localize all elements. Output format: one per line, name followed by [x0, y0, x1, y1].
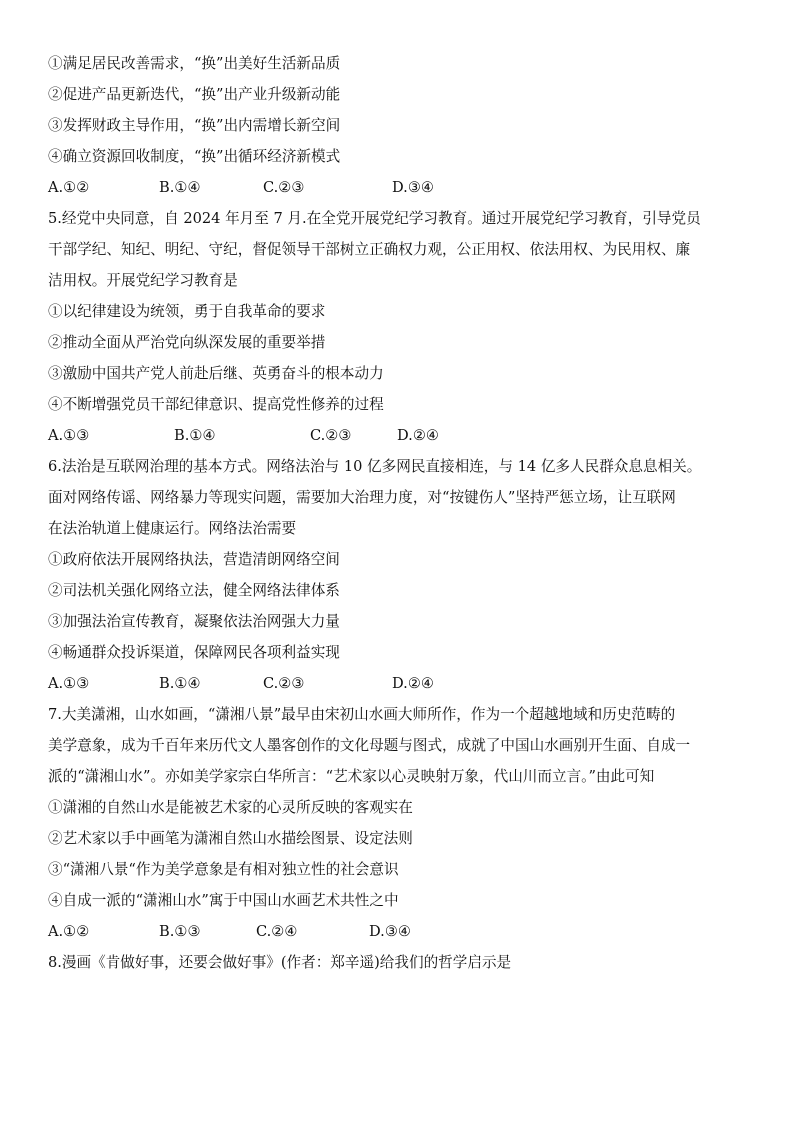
- q7-stem-line-2: 美学意象，成为千百年来历代文人墨客创作的文化母题与图式，成就了中国山水画别开生面、自成一: [48, 737, 691, 754]
- q5-option-b: B.①④: [174, 427, 216, 444]
- q6-option-c: C.②③: [263, 675, 305, 692]
- q5-options: [48, 420, 745, 451]
- q4-statement-1: ①满足居民改善需求，“换”出美好生活新品质: [48, 55, 341, 72]
- q5-statement-4: ④不断增强党员干部纪律意识、提高党性修养的过程: [48, 396, 384, 413]
- q6-statement-1: ①政府依法开展网络执法，营造清朗网络空间: [48, 551, 340, 568]
- q7-option-b: B.①③: [159, 923, 201, 940]
- q5-option-d: D.②④: [397, 427, 439, 444]
- q5-statement-2: ②推动全面从严治党向纵深发展的重要举措: [48, 334, 326, 351]
- q4-statement-2: ②促进产品更新迭代，“换”出产业升级新动能: [48, 86, 341, 103]
- q5-statement-1: ①以纪律建设为统领，勇于自我革命的要求: [48, 303, 326, 320]
- q6-option-d: D.②④: [392, 675, 434, 692]
- q6-statement-3: ③加强法治宣传教育，凝聚依法治网强大力量: [48, 613, 340, 630]
- q7-stem-line-1: 7.大美潇湘，山水如画，“潇湘八景”最早由宋初山水画大师所作，作为一个超越地域和历史范畴的: [48, 706, 676, 723]
- q5-stem-line-1: 5.经党中央同意，自 2024 年月至 7 月.在全党开展党纪学习教育。通过开展党纪学习教育，引导党员: [48, 210, 701, 227]
- q7-statement-3: ③“潇湘八景“作为美学意象是有相对独立性的社会意识: [48, 861, 399, 878]
- q8-stem-line-1: 8.漫画《肯做好事，还要会做好事》(作者：郑辛遥)给我们的哲学启示是: [48, 954, 512, 971]
- q6-options: [48, 668, 745, 699]
- q6-stem-line-3: 在法治轨道上健康运行。网络法治需要: [48, 520, 297, 537]
- q6-stem-line-1: 6.法治是互联网治理的基本方式。网络法治与 10 亿多网民直接相连，与 14 亿多人民群众息息相关。: [48, 458, 702, 475]
- q4-option-d: D.③④: [392, 179, 434, 196]
- q5-statement-3: ③激励中国共产党人前赴后继、英勇奋斗的根本动力: [48, 365, 384, 382]
- q4-option-a: A.①②: [48, 179, 90, 196]
- q5-option-c: C.②③: [310, 427, 352, 444]
- q7-options: [48, 916, 745, 947]
- q6-stem-line-2: 面对网络传谣、网络暴力等现实问题，需要加大治理力度，对“按键伤人”坚持严惩立场，让互联网: [48, 489, 676, 506]
- q7-option-a: A.①②: [48, 923, 90, 940]
- q7-option-c: C.②④: [256, 923, 298, 940]
- q6-statement-4: ④畅通群众投诉渠道，保障网民各项利益实现: [48, 644, 340, 661]
- q6-statement-2: ②司法机关强化网络立法，健全网络法律体系: [48, 582, 340, 599]
- q4-statement-4: ④确立资源回收制度，“换”出循环经济新模式: [48, 148, 341, 165]
- q4-options: [48, 172, 745, 203]
- q5-stem-line-3: 洁用权。开展党纪学习教育是: [48, 272, 238, 289]
- q7-statement-4: ④自成一派的“潇湘山水”寓于中国山水画艺术共性之中: [48, 892, 399, 909]
- q6-option-a: A.①③: [48, 675, 90, 692]
- q4-statement-3: ③发挥财政主导作用，“换”出内需增长新空间: [48, 117, 341, 134]
- q7-statement-2: ②艺术家以手中画笔为潇湘自然山水描绘图景、设定法则: [48, 830, 413, 847]
- q4-option-c: C.②③: [263, 179, 305, 196]
- q5-option-a: A.①③: [48, 427, 90, 444]
- q7-stem-line-3: 派的“潇湘山水”。亦如美学家宗白华所言：“艺术家以心灵映射万象，代山川而立言。”由此可知: [48, 768, 655, 785]
- q6-option-b: B.①④: [159, 675, 201, 692]
- q4-option-b: B.①④: [159, 179, 201, 196]
- q7-statement-1: ①潇湘的自然山水是能被艺术家的心灵所反映的客观实在: [48, 799, 413, 816]
- q7-option-d: D.③④: [369, 923, 411, 940]
- q5-stem-line-2: 干部学纪、知纪、明纪、守纪，督促领导干部树立正确权力观，公正用权、依法用权、为民用权、廉: [48, 241, 691, 258]
